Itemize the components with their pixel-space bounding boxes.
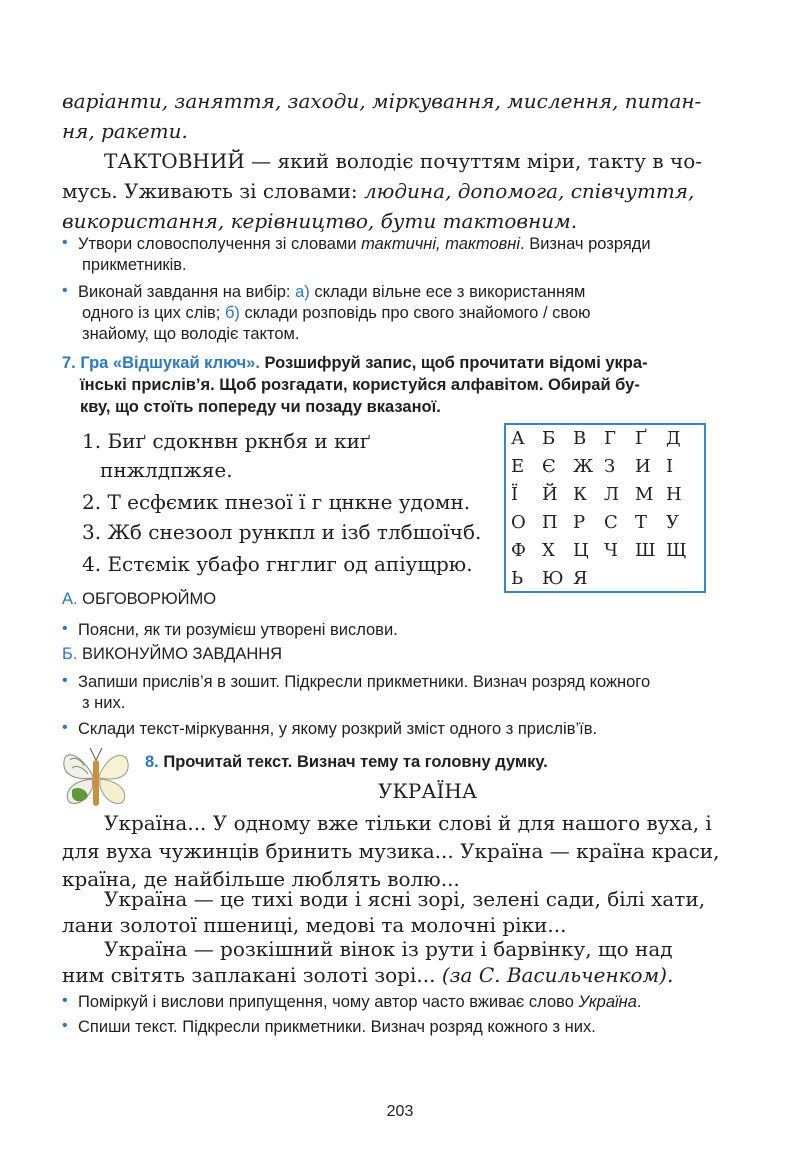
alphabet-table (504, 423, 706, 593)
task7-text-line-3: кву, що стоїть попереду чи позаду вказаної. (80, 398, 441, 416)
alphabet-letter: Р (573, 512, 586, 533)
text-p3-line-1: Україна — розкішний вінок із рути і барвінку, що над (104, 937, 673, 961)
alphabet-letter: О (511, 512, 526, 533)
alphabet-letter: Є (542, 456, 556, 477)
task8-bullet-2: Спиши текст. Підкресли прикметники. Визнач розряд кожного з них. (78, 1018, 596, 1036)
bullet-dot: • (62, 282, 68, 299)
section-b-bullet-1: Запиши прислів’я в зошит. Підкресли прикметники. Визнач розряд кожного з них. (78, 673, 651, 712)
text-p3-line-2: ним світять заплакані золоті зорі... (за С. Васильченком). (62, 963, 674, 987)
encoded-proverb-2: 2. Т есфємик пнезої ї г цнкне удомн. (82, 490, 471, 514)
alphabet-letter: М (635, 484, 654, 505)
bullet-dot: • (62, 234, 68, 251)
alphabet-letter: Ч (604, 540, 618, 561)
text-source: (за С. Васильченком). (435, 963, 674, 987)
alphabet-letter: И (635, 456, 651, 477)
alphabet-letter: Д (666, 428, 681, 449)
intro-line-1: варіанти, заняття, заходи, міркування, мислення, питан- (62, 89, 702, 113)
text-p1-line-2: для вуха чужинців бринить музика... Україна — країна краси, (62, 839, 720, 863)
encoded-proverb-1-cont: пнжлдпжяе. (100, 458, 233, 482)
task8-number: 8. (145, 753, 159, 771)
alphabet-letter: Ґ (635, 428, 648, 449)
text-p1-line-3: країна, де найбільше люблять волю... (62, 867, 460, 891)
tactful-word: ТАКТОВНИЙ (104, 149, 245, 173)
bullet-dot: • (62, 1017, 68, 1034)
bullet-dot: • (62, 992, 68, 1009)
task8-heading: 8. Прочитай текст. Визнач тему та головну думку. (145, 753, 548, 771)
alphabet-letter: Г (604, 428, 616, 449)
text-p2-line-1: Україна — це тихі води і ясні зорі, зелені сади, білі хати, (104, 887, 706, 911)
text-p2-line-2: лани золотої пшениці, медові та молочні ріки... (62, 913, 567, 937)
alphabet-letter: Т (635, 512, 648, 533)
alphabet-letter: Ї (511, 484, 519, 505)
section-a-bullet: Поясни, як ти розумієш утворені вислови. (78, 621, 398, 639)
alphabet-letter: Ф (511, 540, 526, 561)
bullet-dot: • (62, 719, 68, 736)
task7-heading: 7. Гра «Відшукай ключ». Розшифруй запис, щоб прочитати відомі укра- (62, 354, 648, 372)
encoded-proverb-4: 4. Естємік убафо гнглиг од апіущрю. (82, 552, 473, 576)
task7-game-title: Гра «Відшукай ключ». (80, 354, 260, 372)
alphabet-letter: У (666, 512, 680, 533)
bullet-dot: • (62, 620, 68, 637)
section-b-bullet-2: Склади текст-міркування, у якому розкрий зміст одного з прислів’їв. (78, 720, 598, 738)
alphabet-letter: Ю (542, 568, 564, 589)
bullet-phrases-task: Утвори словосполучення зі словами тактичні, тактовні. Визнач розряди прикметників. (78, 235, 651, 274)
alphabet-letter: Ц (573, 540, 589, 561)
alphabet-letter: Ш (635, 540, 656, 561)
alphabet-letter: П (542, 512, 558, 533)
tactful-definition-line-3: використання, керівництво, бути тактовним. (62, 209, 578, 233)
task8-bullet-1: Поміркуй і вислови припущення, чому автор часто вживає слово Україна. (78, 993, 642, 1011)
option-a-label: а) (295, 283, 310, 301)
alphabet-letter: І (666, 456, 674, 477)
alphabet-letter: Ж (573, 456, 594, 477)
tactful-definition-line-2: мусь. Уживають зі словами: людина, допомога, співчуття, (62, 179, 695, 203)
section-a-heading: А. ОБГОВОРЮЙМО (62, 590, 217, 608)
alphabet-letter: Щ (666, 540, 687, 561)
alphabet-letter: Л (604, 484, 620, 505)
tactful-definition-line-1: ТАКТОВНИЙ — який володіє почуттям міри, такту в чо- (104, 149, 703, 173)
alphabet-letter: С (604, 512, 618, 533)
alphabet-letter: Е (511, 456, 525, 477)
alphabet-letter: Н (666, 484, 682, 505)
alphabet-letter: К (573, 484, 587, 505)
task7-text-line-2: їнські прислів’я. Щоб розгадати, користуйся алфавітом. Обирай бу- (80, 376, 640, 394)
option-b-label: б) (224, 304, 240, 322)
alphabet-letter: В (573, 428, 587, 449)
alphabet-letter: Й (542, 484, 558, 505)
page-number: 203 (386, 1103, 414, 1120)
section-b-heading: Б. ВИКОНУЙМО ЗАВДАННЯ (62, 645, 283, 663)
task7-number: 7. (62, 354, 76, 372)
alphabet-letter: З (604, 456, 616, 477)
text-title: УКРАЇНА (377, 779, 478, 803)
text-p1-line-1: Україна... У одному вже тільки слові й для нашого вуха, і (104, 811, 712, 835)
alphabet-letter: Х (542, 540, 555, 561)
bullet-choice-task: Виконай завдання на вибір: а) склади вільне есе з використанням одного із цих слів; б) склади розповідь про свого знайомого / свою знайому, що володіє тактом. (78, 283, 591, 343)
alphabet-letter: Б (542, 428, 556, 449)
bullet-dot: • (62, 672, 68, 689)
encoded-proverb-1: 1. Биґ сдокнвн ркнбя и киґ (82, 429, 371, 453)
alphabet-letter: Ь (511, 568, 524, 589)
alphabet-letter: А (511, 428, 525, 449)
alphabet-letter: Я (573, 568, 588, 589)
encoded-proverb-3: 3. Жб снезоол рункпл и ізб тлбшоїчб. (82, 520, 482, 544)
intro-line-2: ня, ракети. (62, 119, 188, 143)
